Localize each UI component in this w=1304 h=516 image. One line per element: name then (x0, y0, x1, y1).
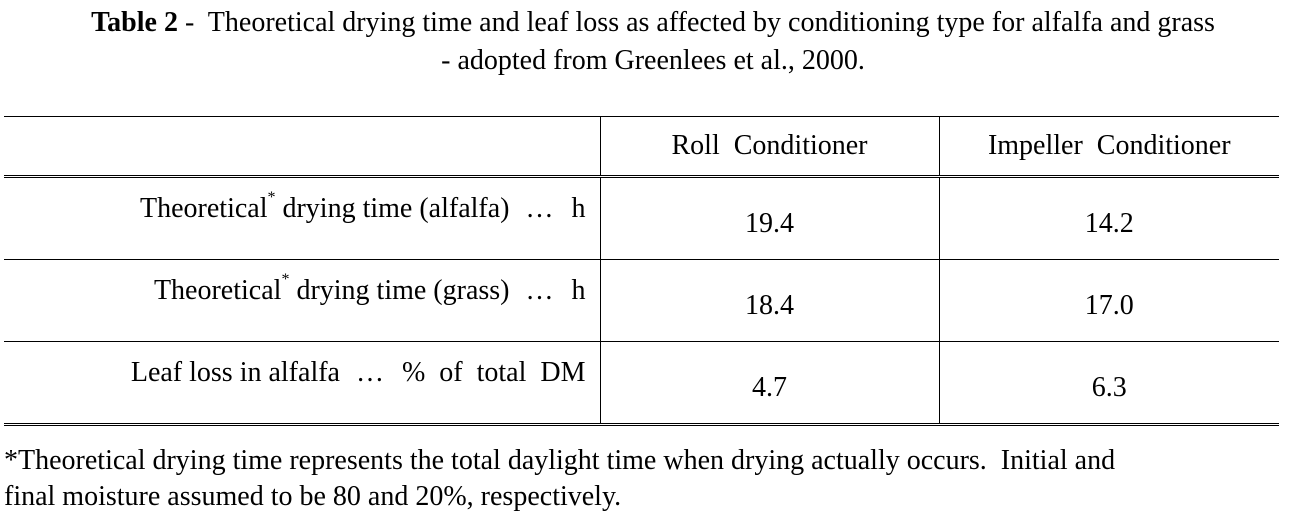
header-impeller-conditioner: Impeller Conditioner (939, 117, 1279, 177)
caption-separator: - (177, 7, 208, 38)
row-unit: h (571, 192, 586, 224)
table-caption (4, 4, 1302, 80)
footnote-marker: * (281, 270, 290, 288)
table-row (4, 342, 1279, 425)
cell-roll-value: 19.4 (600, 177, 939, 260)
cell-roll-value: 4.7 (600, 342, 939, 425)
leader-dots: … (355, 356, 384, 388)
caption-line-1 (4, 4, 1302, 42)
row-unit: % of total DM (401, 356, 586, 388)
row-label-text: Leaf loss in alfalfa (130, 356, 340, 388)
row-label (4, 260, 600, 342)
row-label-text: Theoretical (153, 274, 282, 306)
table-footnote (4, 443, 1302, 515)
row-label (4, 177, 600, 260)
row-label-text: Theoretical (140, 192, 268, 224)
caption-text-1: Theoretical drying time and leaf loss as affected by conditioning type for alfalfa and grass (207, 7, 1215, 38)
cell-impeller-value: 6.3 (939, 342, 1279, 425)
footnote-line-1: *Theoretical drying time represents the total daylight time when drying actually occurs. Initial and (4, 445, 1116, 476)
table-row (4, 260, 1279, 342)
cell-impeller-value: 17.0 (939, 260, 1279, 342)
cell-roll-value: 18.4 (600, 260, 939, 342)
header-blank-cell (4, 117, 600, 177)
footnote-line-2: final moisture assumed to be 80 and 20%, respectively. (4, 481, 622, 512)
data-table (4, 116, 1279, 426)
leader-dots: … (525, 192, 554, 224)
row-label-text-post: drying time (grass) (289, 274, 510, 306)
header-roll-conditioner: Roll Conditioner (600, 117, 939, 177)
leader-dots: … (525, 274, 554, 306)
caption-line-2: - adopted from Greenlees et al., 2000. (441, 45, 865, 76)
table-header-row (4, 117, 1279, 177)
footnote-marker: * (267, 188, 276, 206)
row-label (4, 342, 600, 425)
row-label-text-post: drying time (alfalfa) (275, 192, 510, 224)
table-label: Table 2 (91, 7, 178, 38)
table-row (4, 177, 1279, 260)
cell-impeller-value: 14.2 (939, 177, 1279, 260)
row-unit: h (571, 274, 586, 306)
data-table-container (4, 116, 1279, 426)
